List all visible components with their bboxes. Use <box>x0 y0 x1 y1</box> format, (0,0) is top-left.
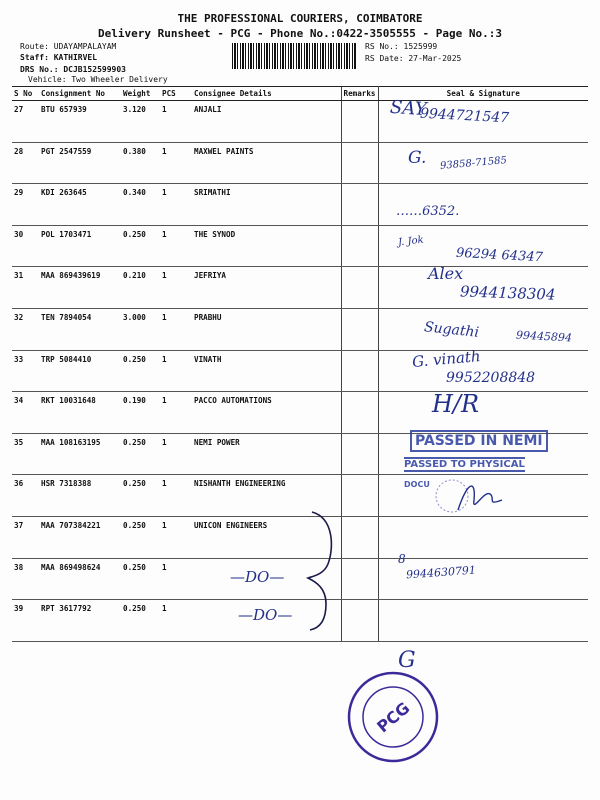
ditto-mark-38: —DO— <box>230 568 285 586</box>
cell-pcs: 1 <box>160 142 192 184</box>
cell-weight: 0.250 <box>121 225 160 267</box>
cell-remarks <box>341 392 378 434</box>
company-title: THE PROFESSIONAL COURIERS, COIMBATORE <box>177 12 423 25</box>
cell-consignee: NEMI POWER <box>192 433 341 475</box>
cell-pcs: 1 <box>160 308 192 350</box>
cell-consignment: RKT 10031648 <box>39 392 121 434</box>
route-label: Route: UDAYAMPALAYAM <box>20 42 117 51</box>
cell-sno: 38 <box>12 558 39 600</box>
table-row <box>12 308 588 350</box>
cell-consignee: VINATH <box>192 350 341 392</box>
cell-weight: 3.120 <box>121 101 160 143</box>
cell-remarks <box>341 142 378 184</box>
col-pcs: PCS <box>160 87 192 101</box>
drs-number: DRS No.: DCJB152599903 <box>20 65 126 74</box>
pcg-round-stamp <box>346 670 440 764</box>
cell-pcs: 1 <box>160 475 192 517</box>
table-row <box>12 184 588 226</box>
table-header-row <box>12 87 588 101</box>
barcode-image <box>232 43 356 69</box>
cell-consignee: PRABHU <box>192 308 341 350</box>
cell-sno: 34 <box>12 392 39 434</box>
cell-pcs: 1 <box>160 225 192 267</box>
cell-sno: 29 <box>12 184 39 226</box>
signature-32: Sugathi <box>423 319 480 341</box>
signature-30: J. Jok <box>397 234 425 249</box>
cell-seal <box>378 308 588 350</box>
cell-sno: 32 <box>12 308 39 350</box>
cell-remarks <box>341 475 378 517</box>
cell-weight: 0.250 <box>121 350 160 392</box>
cell-sno: 36 <box>12 475 39 517</box>
signature-28: G. <box>408 148 427 168</box>
handwritten-phone-32: 99445894 <box>515 328 573 345</box>
cell-consignment: PGT 2547559 <box>39 142 121 184</box>
brace-mark <box>300 508 344 632</box>
handwritten-phone-30: 96294 64347 <box>455 245 544 266</box>
runsheet-title: Delivery Runsheet - PCG - Phone No.:0422-3505555 - Page No.:3 <box>98 27 502 40</box>
cell-consignment: BTU 657939 <box>39 101 121 143</box>
cell-consignment: TEN 7894054 <box>39 308 121 350</box>
cell-weight: 3.000 <box>121 308 160 350</box>
passed-stamp-line1: PASSED IN NEMI <box>410 430 548 452</box>
col-seal-signature: Seal & Signature <box>378 87 588 101</box>
cell-sno: 35 <box>12 433 39 475</box>
col-sno: S No <box>12 87 39 101</box>
vehicle-label: Vehicle: Two Wheeler Delivery <box>28 75 168 84</box>
handwritten-phone-27: 9944721547 <box>419 105 510 127</box>
passed-stamp-line2: PASSED TO PHYSICAL <box>404 459 525 470</box>
rs-date: RS Date: 27-Mar-2025 <box>365 54 462 63</box>
cell-remarks <box>341 433 378 475</box>
handwritten-phone-31: 9944138304 <box>459 282 556 304</box>
col-remarks: Remarks <box>341 87 378 101</box>
cell-seal <box>378 600 588 642</box>
passed-stamp-line3: DOCU <box>404 480 430 489</box>
cell-pcs: 1 <box>160 516 192 558</box>
handwritten-phone-33: 9952208848 <box>446 370 536 386</box>
col-weight: Weight <box>121 87 160 101</box>
cell-consignment: MAA 869498624 <box>39 558 121 600</box>
cell-weight: 0.250 <box>121 433 160 475</box>
signature-33: G. vinath <box>411 347 482 371</box>
ditto-mark-39: —DO— <box>238 606 293 624</box>
signature-31: Alex <box>428 264 464 283</box>
handwritten-phone-28: 93858-71585 <box>439 155 508 172</box>
cell-remarks <box>341 516 378 558</box>
cell-consignment: KDI 263645 <box>39 184 121 226</box>
signature-27: SAY <box>389 96 428 121</box>
cell-pcs: 1 <box>160 350 192 392</box>
cell-remarks <box>341 267 378 309</box>
cell-remarks <box>341 558 378 600</box>
col-consignee: Consignee Details <box>192 87 341 101</box>
cell-consignment: MAA 869439619 <box>39 267 121 309</box>
cell-consignee: NISHANTH ENGINEERING <box>192 475 341 517</box>
cell-consignee: PACCO AUTOMATIONS <box>192 392 341 434</box>
cell-consignee: MAXWEL PAINTS <box>192 142 341 184</box>
cell-remarks <box>341 350 378 392</box>
cell-consignee: THE SYNOD <box>192 225 341 267</box>
cell-sno: 27 <box>12 101 39 143</box>
handwritten-phone-38: 9944630791 <box>405 563 477 582</box>
cell-sno: 28 <box>12 142 39 184</box>
cell-consignment: POL 1703471 <box>39 225 121 267</box>
cell-pcs: 1 <box>160 392 192 434</box>
cell-weight: 0.250 <box>121 516 160 558</box>
cell-consignee: UNICON ENGINEERS <box>192 516 341 558</box>
handwritten-phone-29: ․․․․․․6352․ <box>396 204 460 219</box>
cell-remarks <box>341 225 378 267</box>
cell-pcs: 1 <box>160 184 192 226</box>
col-consignment: Consignment No <box>39 87 121 101</box>
cell-sno: 30 <box>12 225 39 267</box>
cell-pcs: 1 <box>160 558 192 600</box>
cell-weight: 0.250 <box>121 558 160 600</box>
cell-weight: 0.250 <box>121 600 160 642</box>
cell-weight: 0.340 <box>121 184 160 226</box>
cell-remarks <box>341 101 378 143</box>
pcg-initial: G <box>398 648 416 673</box>
cell-seal <box>378 392 588 434</box>
table-row <box>12 392 588 434</box>
cell-weight: 0.380 <box>121 142 160 184</box>
cell-consignee: SRIMATHI <box>192 184 341 226</box>
cell-remarks <box>341 184 378 226</box>
cell-pcs: 1 <box>160 267 192 309</box>
cell-sno: 33 <box>12 350 39 392</box>
cell-seal <box>378 516 588 558</box>
cell-sno: 37 <box>12 516 39 558</box>
cell-weight: 0.190 <box>121 392 160 434</box>
cell-consignment: MAA 108163195 <box>39 433 121 475</box>
cell-remarks <box>341 600 378 642</box>
cell-sno: 39 <box>12 600 39 642</box>
cell-consignee: JEFRIYA <box>192 267 341 309</box>
cell-weight: 0.210 <box>121 267 160 309</box>
cell-consignment: RPT 3617792 <box>39 600 121 642</box>
cell-pcs: 1 <box>160 101 192 143</box>
stamp-signature-scribble <box>428 470 508 520</box>
cell-pcs: 1 <box>160 433 192 475</box>
handwritten-mark-34: H/R <box>432 390 480 418</box>
rs-number: RS No.: 1525999 <box>365 42 438 51</box>
cell-remarks <box>341 308 378 350</box>
staff-label: Staff: KATHIRVEL <box>20 53 98 62</box>
cell-weight: 0.250 <box>121 475 160 517</box>
cell-sno: 31 <box>12 267 39 309</box>
cell-consignment: HSR 7318388 <box>39 475 121 517</box>
handwritten-initial-38: 8 <box>398 552 406 566</box>
cell-pcs: 1 <box>160 600 192 642</box>
cell-consignment: TRP 5084410 <box>39 350 121 392</box>
cell-consignee: ANJALI <box>192 101 341 143</box>
cell-consignment: MAA 707384221 <box>39 516 121 558</box>
pcg-stamp-text: PCG <box>373 698 414 737</box>
